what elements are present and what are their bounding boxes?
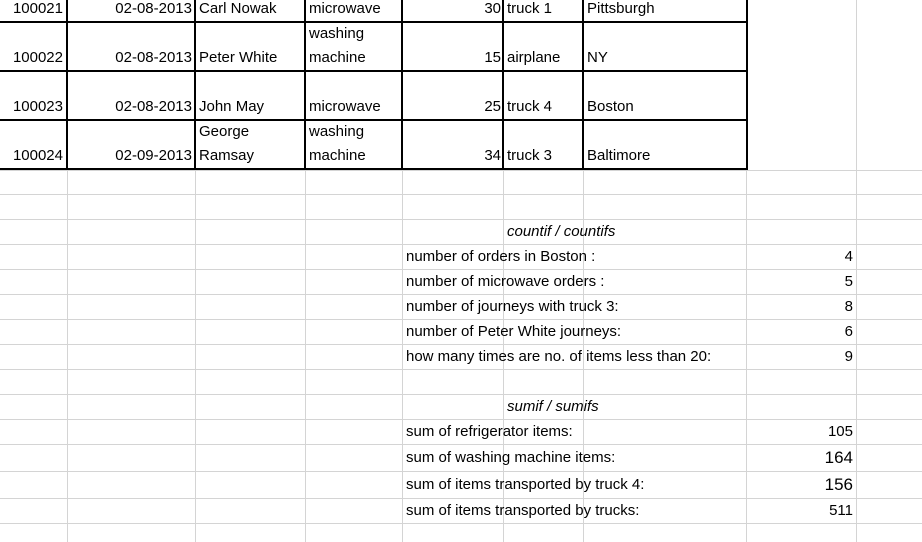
product-cell-line2[interactable]: machine <box>309 147 366 164</box>
order-date-cell[interactable]: 02-08-2013 <box>115 98 192 115</box>
customer-name-cell[interactable]: John May <box>199 98 265 115</box>
countif-label[interactable]: number of journeys with truck 3: <box>406 298 619 315</box>
gridline <box>0 523 922 524</box>
gridline <box>0 194 922 195</box>
table-border <box>194 0 196 170</box>
table-border <box>502 0 504 170</box>
table-border <box>304 0 306 170</box>
sumif-label[interactable]: sum of items transported by trucks: <box>406 502 640 519</box>
product-cell[interactable]: microwave <box>309 0 381 17</box>
quantity-cell[interactable]: 25 <box>484 98 501 115</box>
gridline <box>0 394 922 395</box>
gridline <box>856 0 857 542</box>
vehicle-cell[interactable]: truck 4 <box>507 98 553 115</box>
city-cell[interactable]: NY <box>587 49 608 66</box>
countif-value[interactable]: 6 <box>844 323 853 340</box>
table-border <box>582 0 584 170</box>
table-border <box>746 0 748 170</box>
customer-name-cell[interactable]: Peter White <box>199 49 278 66</box>
gridline <box>0 219 922 220</box>
countif-value[interactable]: 8 <box>844 298 853 315</box>
countif-label[interactable]: number of orders in Boston : <box>406 248 596 265</box>
table-border <box>0 21 748 23</box>
sumif-value[interactable]: 156 <box>824 475 853 494</box>
vehicle-cell[interactable]: airplane <box>507 49 561 66</box>
product-cell-line1[interactable]: washing <box>309 25 365 42</box>
order-id-cell[interactable]: 100021 <box>12 0 63 17</box>
table-border <box>401 0 403 170</box>
vehicle-cell[interactable]: truck 1 <box>507 0 553 17</box>
countif-label[interactable]: number of Peter White journeys: <box>406 323 622 340</box>
gridline <box>0 170 922 171</box>
gridline <box>0 369 922 370</box>
customer-name-cell-line1[interactable]: George <box>199 123 250 140</box>
product-cell[interactable]: microwave <box>309 98 381 115</box>
order-id-cell[interactable]: 100022 <box>12 49 63 66</box>
sumif-value[interactable]: 164 <box>824 448 853 467</box>
sumif-label[interactable]: sum of washing machine items: <box>406 449 616 466</box>
gridline <box>0 444 922 445</box>
customer-name-cell-line2[interactable]: Ramsay <box>199 147 255 164</box>
sumif-value[interactable]: 511 <box>829 502 853 519</box>
product-cell-line2[interactable]: machine <box>309 49 366 66</box>
city-cell[interactable]: Pittsburgh <box>587 0 655 17</box>
city-cell[interactable]: Baltimore <box>587 147 651 164</box>
order-date-cell[interactable]: 02-08-2013 <box>115 0 192 17</box>
quantity-cell[interactable]: 30 <box>484 0 501 17</box>
countif-label[interactable]: how many times are no. of items less than 20: <box>406 348 712 365</box>
sumif-value[interactable]: 105 <box>827 423 853 440</box>
order-id-cell[interactable]: 100023 <box>12 98 63 115</box>
table-border <box>0 70 748 72</box>
city-cell[interactable]: Boston <box>587 98 634 115</box>
countif-value[interactable]: 4 <box>844 248 853 265</box>
countif-label[interactable]: number of microwave orders : <box>406 273 605 290</box>
order-id-cell[interactable]: 100024 <box>12 147 63 164</box>
gridline <box>0 471 922 472</box>
countif-value[interactable]: 9 <box>844 348 853 365</box>
quantity-cell[interactable]: 34 <box>484 147 501 164</box>
table-border <box>0 168 748 170</box>
table-border <box>0 119 748 121</box>
product-cell-line1[interactable]: washing <box>309 123 365 140</box>
order-date-cell[interactable]: 02-08-2013 <box>115 49 192 66</box>
customer-name-cell[interactable]: Carl Nowak <box>199 0 277 17</box>
sumif-label[interactable]: sum of refrigerator items: <box>406 423 573 440</box>
vehicle-cell[interactable]: truck 3 <box>507 147 553 164</box>
order-date-cell[interactable]: 02-09-2013 <box>115 147 192 164</box>
countif-header[interactable]: countif / countifs <box>507 223 616 240</box>
sumif-header[interactable]: sumif / sumifs <box>507 398 599 415</box>
quantity-cell[interactable]: 15 <box>484 49 501 66</box>
sumif-label[interactable]: sum of items transported by truck 4: <box>406 476 645 493</box>
countif-value[interactable]: 5 <box>844 273 853 290</box>
